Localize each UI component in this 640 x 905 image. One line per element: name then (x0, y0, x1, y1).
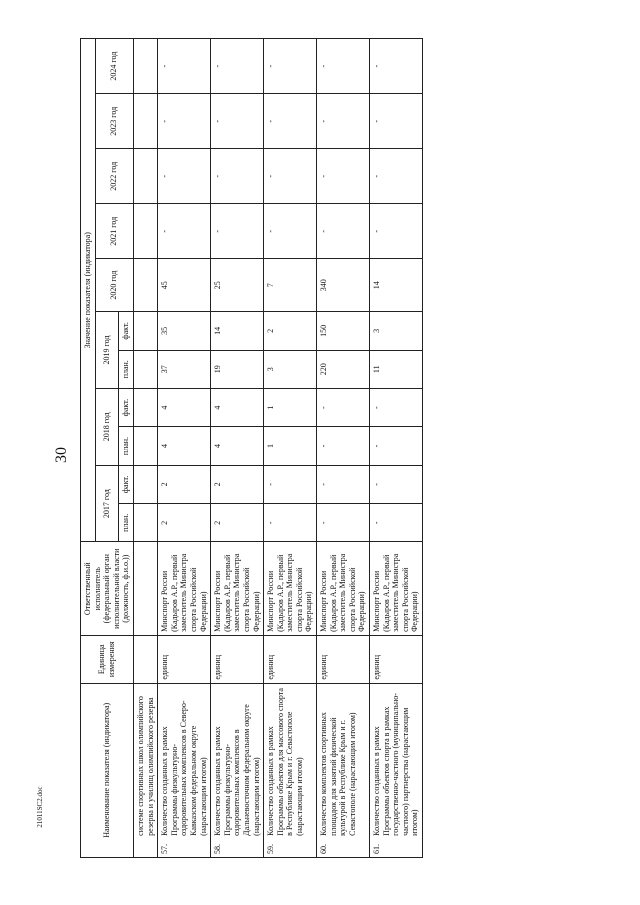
value-plan-2019: 3 (264, 350, 317, 388)
value-2024: - (158, 39, 211, 94)
value-plan-2017: 2 (158, 504, 211, 542)
header-indicator-name: Наименование показателя (индикатора) (81, 683, 134, 857)
header-year-2017: 2017 год (95, 465, 119, 542)
header-fact-2018: факт. (119, 388, 134, 426)
value-2023: - (264, 94, 317, 149)
value-plan-2017: - (370, 504, 423, 542)
value-2020: 25 (211, 259, 264, 312)
rotated-table-container (80, 38, 620, 858)
row-name: Количество созданных в рамках Программы физкультурно-оздоровительных комплексов в Дальневосточном федеральном округе (нарастающим итогом) (211, 683, 264, 839)
value-2023: - (370, 94, 423, 149)
value-2021: - (264, 204, 317, 259)
value-2022: - (158, 149, 211, 204)
value-2021: - (158, 204, 211, 259)
value-2023: - (317, 94, 370, 149)
value-2024: - (264, 39, 317, 94)
table-row (264, 39, 317, 858)
row-unit: единиц (158, 635, 211, 683)
value-fact-2019: 35 (158, 312, 211, 350)
row-number: 57. (158, 839, 211, 858)
row-unit: единиц (211, 635, 264, 683)
table-row (317, 39, 370, 858)
value-fact-2017: 2 (211, 465, 264, 503)
header-year-2021: 2021 год (95, 204, 133, 259)
header-values: Значение показателя (индикатора) (81, 39, 96, 543)
value-fact-2017: - (264, 465, 317, 503)
value-fact-2019: 3 (370, 312, 423, 350)
row-responsible: Минспорт России (Кадыров А.Р., первый заместитель Министра спорта Российской Федерации) (264, 542, 317, 635)
value-2020: 14 (370, 259, 423, 312)
value-plan-2017: - (317, 504, 370, 542)
header-plan-2019: план. (119, 350, 134, 388)
value-plan-2019: 37 (158, 350, 211, 388)
value-2022: - (264, 149, 317, 204)
row-responsible: Минспорт России (Кадыров А.Р., первый заместитель Министра спорта Российской Федерации) (370, 542, 423, 635)
header-year-2023: 2023 год (95, 94, 133, 149)
row-responsible: Минспорт России (Кадыров А.Р., первый заместитель Министра спорта Российской Федерации) (211, 542, 264, 635)
header-unit: Единица измерения (81, 635, 134, 683)
value-2021: - (211, 204, 264, 259)
header-year-2022: 2022 год (95, 149, 133, 204)
row-number: 60. (317, 839, 370, 858)
value-fact-2019: 2 (264, 312, 317, 350)
value-plan-2018: 4 (158, 427, 211, 465)
table-row (211, 39, 264, 858)
row-name: Количество созданных в рамках Программы объектов для массового спорта в Республике Крым и г. Севастополе (нарастающим итогом) (264, 683, 317, 839)
table-row (370, 39, 423, 858)
value-2024: - (211, 39, 264, 94)
value-fact-2018: - (370, 388, 423, 426)
footer-doc-code: 21011SC2.doc (36, 786, 44, 828)
value-fact-2018: 4 (211, 388, 264, 426)
value-fact-2017: - (317, 465, 370, 503)
value-2020: 45 (158, 259, 211, 312)
row-name: Количество комплектов спортивных площадок для занятий физической культурой в Республике Крым и г. Севастополе (нарастающим итогом) (317, 683, 370, 839)
value-plan-2017: - (264, 504, 317, 542)
value-fact-2019: 14 (211, 312, 264, 350)
header-responsible: Ответственный исполнитель (федеральный орган исполнительной власти (должность, ф.и.о.)) (81, 542, 134, 635)
value-2024: - (317, 39, 370, 94)
row-responsible: Минспорт России (Кадыров А.Р., первый заместитель Министра спорта Российской Федерации) (317, 542, 370, 635)
value-2023: - (211, 94, 264, 149)
value-2024: - (370, 39, 423, 94)
value-plan-2018: 4 (211, 427, 264, 465)
value-2020: 7 (264, 259, 317, 312)
indicators-table (80, 38, 423, 858)
page-number: 30 (53, 447, 70, 463)
value-fact-2019: 150 (317, 312, 370, 350)
header-year-2024: 2024 год (95, 39, 133, 94)
value-2020: 340 (317, 259, 370, 312)
header-year-2019: 2019 год (95, 312, 119, 389)
row-responsible: Минспорт России (Кадыров А.Р., первый заместитель Министра спорта Российской Федерации) (158, 542, 211, 635)
header-year-2020: 2020 год (95, 259, 133, 312)
row-number: 59. (264, 839, 317, 858)
row-unit: единиц (264, 635, 317, 683)
row-number: 61. (370, 839, 423, 858)
value-fact-2017: 2 (158, 465, 211, 503)
row-unit: единиц (370, 635, 423, 683)
table-row (158, 39, 211, 858)
row-name: системе спортивных школ олимпийского резерва и училищ олимпийского резерва (133, 683, 157, 839)
row-name: Количество созданных в рамках Программы физкультурно-оздоровительных комплексов в Северо-Кавказском федеральном округе (нарастающим итогом) (158, 683, 211, 839)
header-plan-2017: план. (119, 504, 134, 542)
value-plan-2017: 2 (211, 504, 264, 542)
value-plan-2019: 11 (370, 350, 423, 388)
header-fact-2019: факт. (119, 312, 134, 350)
value-plan-2018: 1 (264, 427, 317, 465)
value-plan-2019: 220 (317, 350, 370, 388)
row-number (133, 839, 157, 858)
value-plan-2019: 19 (211, 350, 264, 388)
value-fact-2018: 1 (264, 388, 317, 426)
value-2022: - (370, 149, 423, 204)
header-fact-2017: факт. (119, 465, 134, 503)
value-2021: - (317, 204, 370, 259)
row-name: Количество созданных в рамках Программы объектов спорта в рамках государственно-частного (муниципально-частного) партнерства (нарастающим итогом) (370, 683, 423, 839)
value-2023: - (158, 94, 211, 149)
table-row-continuation (133, 39, 157, 858)
value-plan-2018: - (370, 427, 423, 465)
row-number: 58. (211, 839, 264, 858)
header-plan-2018: план. (119, 427, 134, 465)
value-plan-2018: - (317, 427, 370, 465)
value-2022: - (317, 149, 370, 204)
row-unit: единиц (317, 635, 370, 683)
value-2021: - (370, 204, 423, 259)
value-fact-2018: - (317, 388, 370, 426)
header-year-2018: 2018 год (95, 388, 119, 465)
value-2022: - (211, 149, 264, 204)
value-fact-2018: 4 (158, 388, 211, 426)
value-fact-2017: - (370, 465, 423, 503)
